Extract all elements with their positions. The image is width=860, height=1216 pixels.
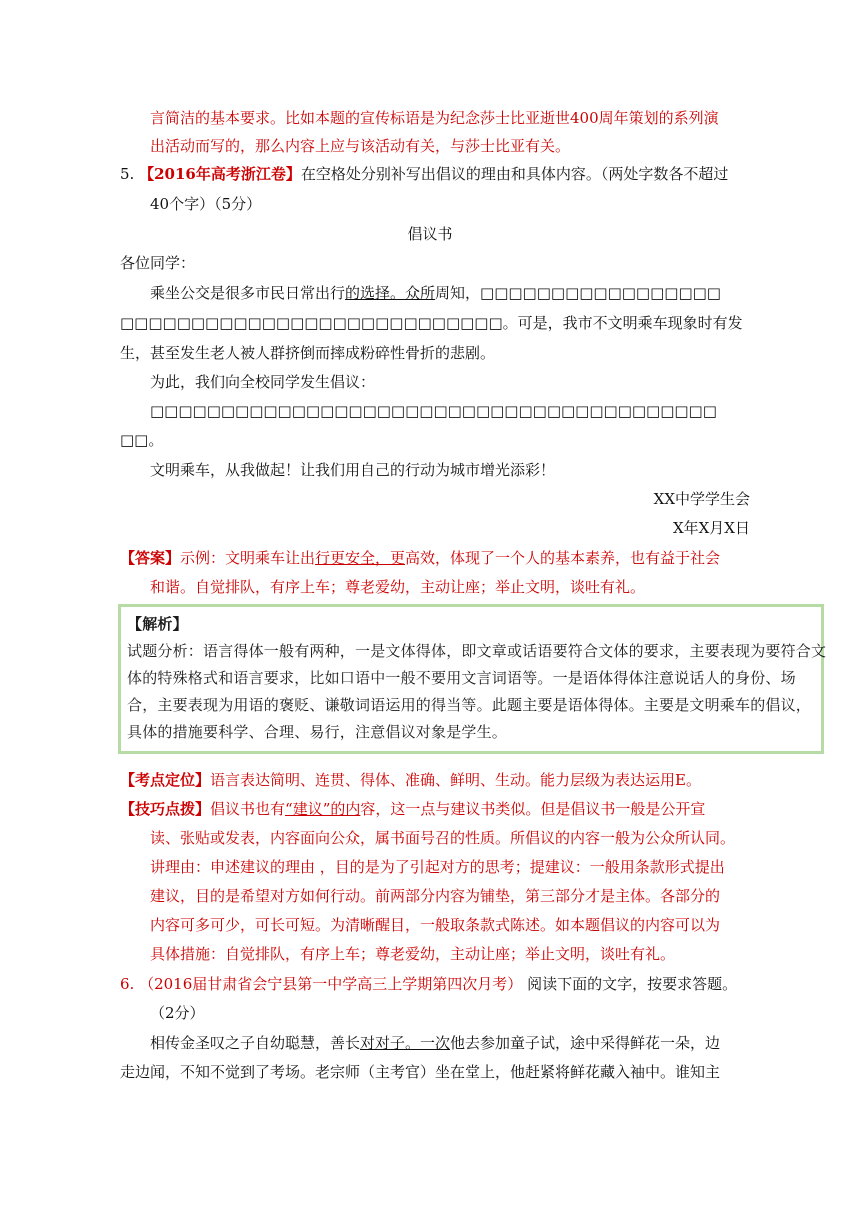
jiqiao-label: 【技巧点拨】	[120, 800, 211, 818]
analysis-line-4: 具体的措施要科学、合理、易行，注意倡议对象是学生。	[127, 723, 508, 741]
question-source: 【2016年高考浙江卷】	[139, 165, 301, 183]
letter-title: 倡议书	[407, 225, 453, 243]
underlined-text: 对对子。一次	[360, 1034, 451, 1052]
jiqiao-line-3: 讲理由：申述建议的理由 ，目的是为了引起对方的思考；提建议：一般用条款形式提出	[150, 858, 725, 876]
underlined-text: “建议”的内	[285, 800, 361, 818]
text-segment: 周知，□□□□□□□□□□□□□□□□□	[435, 284, 721, 302]
letter-paragraph-1-line-3: 生，甚至发生老人被人群挤倒而摔成粉碎性骨折的悲剧。	[120, 344, 496, 362]
answer-line-2: 和谐。自觉排队，有序上车；尊老爱幼，主动让座；举止文明，谈吐有礼。	[150, 578, 646, 596]
question-6-paragraph-line-1	[150, 1033, 720, 1053]
jiqiao-line-4: 建议，目的是希望对方如何行动。前两部分内容为铺垫，第三部分才是主体。各部分的	[150, 887, 721, 905]
underlined-text: 行更安全，更	[315, 549, 406, 567]
question-number: 5.	[120, 165, 135, 183]
text-segment: 他去参加童子试，途中采得鲜花一朵，边	[450, 1034, 721, 1052]
analysis-line-2: 体的特殊格式和语言要求，比如口语中一般不要用文言词语等。一是语体得体注意说话人的身份、场	[127, 669, 796, 687]
text-segment: 高效，体现了一个人的基本素养，也有益于社会	[405, 549, 721, 567]
letter-paragraph-3-line-1: □□□□□□□□□□□□□□□□□□□□□□□□□□□□□□□□□□□□□□□□	[150, 402, 717, 420]
letter-greeting: 各位同学：	[120, 254, 196, 272]
letter-paragraph-3-line-2: □□。	[120, 431, 164, 449]
jiqiao-line-5: 内容可多可少，可长可短。为清晰醒目，一般取条款式陈述。如本题倡议的内容可以为	[150, 916, 721, 934]
question-text: 阅读下面的文字，按要求答题。	[527, 975, 738, 993]
kaodian-text: 语言表达简明、连贯、得体、准确、鲜明、生动。能力层级为表达运用E。	[210, 771, 701, 789]
letter-date: X年X月X日	[672, 519, 750, 537]
answer-line-1	[120, 548, 720, 568]
question-5-line-2: 40个字）（5分）	[150, 195, 262, 213]
jiqiao-line-2: 读、张贴或发表，内容面向公众，属书面号召的性质。所倡议的内容一般为公众所认同。	[150, 829, 736, 847]
jiqiao-line-6: 具体措施：自觉排队，有序上车；尊老爱幼，主动让座；举止文明，谈吐有礼。	[150, 945, 676, 963]
answer-label: 【答案】	[120, 549, 181, 567]
underlined-text: 的选择。众所	[345, 284, 436, 302]
analysis-line-3: 合，主要表现为用语的褒贬、谦敬词语运用的得当等。此题主要是语体得体。主要是文明乘车的倡议，	[127, 696, 812, 714]
jiqiao-line-1	[120, 799, 705, 819]
analysis-line-1: 试题分析：语言得体一般有两种，一是文体得体，即文章或话语要符合文体的要求，主要表现为要符合文	[127, 642, 827, 660]
kaodian-line	[120, 770, 701, 790]
top-line-2: 出活动而写的，那么内容上应与该活动有关，与莎士比亚有关。	[150, 137, 571, 155]
letter-signature: XX中学学生会	[653, 490, 750, 508]
analysis-title: 【解析】	[127, 615, 188, 633]
text-segment: 容，这一点与建议书类似。但是倡议书一般是公开宣	[360, 800, 706, 818]
top-line-1: 言简洁的基本要求。比如本题的宣传标语是为纪念莎士比亚逝世400周年策划的系列演	[150, 109, 719, 127]
question-6-paragraph-line-2: 走边闻，不知不觉到了考场。老宗师（主考官）坐在堂上，他赶紧将鲜花藏入袖中。谁知主	[120, 1063, 721, 1081]
question-6-score: （2分）	[150, 1004, 205, 1022]
question-number: 6.	[120, 975, 135, 993]
question-text: 在空格处分别补写出倡议的理由和具体内容。（两处字数各不超过	[300, 165, 729, 183]
letter-paragraph-1-line-1	[150, 283, 721, 303]
analysis-box	[118, 604, 827, 754]
text-segment: 相传金圣叹之子自幼聪慧，善长	[150, 1034, 361, 1052]
question-6-line-1	[120, 974, 737, 994]
letter-paragraph-1-line-2: □□□□□□□□□□□□□□□□□□□□□□□□□□□。可是，我市不文明乘车现象时有发	[120, 314, 743, 332]
text-segment: 倡议书也有	[210, 800, 286, 818]
text-segment: 示例：文明乘车让出	[180, 549, 316, 567]
letter-paragraph-4: 文明乘车，从我做起！让我们用自己的行动为城市增光添彩！	[150, 461, 556, 479]
text-segment: 乘坐公交是很多市民日常出行	[150, 284, 346, 302]
question-5-line-1	[120, 164, 728, 184]
letter-paragraph-2: 为此，我们向全校同学发生倡议：	[150, 373, 376, 391]
kaodian-label: 【考点定位】	[120, 771, 211, 789]
question-source: （2016届甘肃省会宁县第一中学高三上学期第四次月考）	[139, 975, 523, 993]
